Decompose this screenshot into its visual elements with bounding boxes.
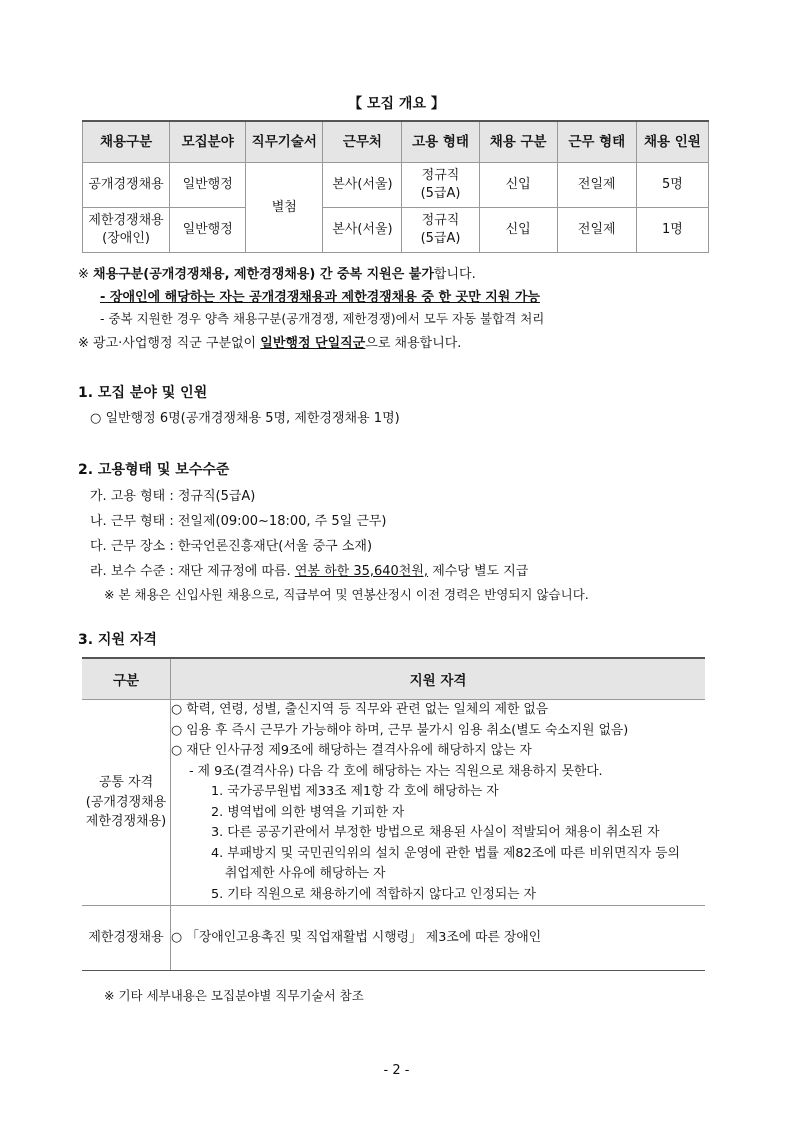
section1-heading: 1. 모집 분야 및 인원: [78, 385, 208, 401]
qual-line: - 제 9조(결격사유) 다음 각 호에 해당하는 자는 직원으로 채용하지 못한다.: [189, 763, 603, 779]
table-row: [83, 163, 709, 208]
section3-footnote: ※ 기타 세부내용은 모집분야별 직무기술서 참조: [104, 988, 364, 1003]
note-duplicate-rest: 합니다.: [433, 267, 476, 282]
overview-table: [82, 120, 709, 253]
cell-work: 전일제: [557, 208, 636, 253]
table-row: [83, 208, 709, 253]
note-duplicate-bold: 채용구분(공개경쟁채용, 제한경쟁채용) 간 중복 지원은 불가: [93, 267, 434, 282]
section1-line: ○ 일반행정 6명(공개경쟁채용 5명, 제한경쟁채용 1명): [90, 411, 400, 426]
col-header-workplace: 근무처: [323, 121, 402, 163]
qual-line: 2. 병역법에 의한 병역을 기피한 자: [211, 804, 405, 820]
table-row: [82, 700, 705, 906]
cell-type: 공개경쟁채용: [83, 163, 170, 208]
cell-field: 일반행정: [170, 208, 246, 253]
pay-post: 제수당 별도 지급: [428, 564, 529, 579]
section2-heading: 2. 고용형태 및 보수수준: [78, 462, 230, 478]
pay-pre: 라. 보수 수준 : 재단 제규정에 따름.: [90, 564, 295, 579]
note-single-group: [78, 332, 461, 351]
note-single-pre: ※ 광고·사업행정 직군 구분없이: [78, 336, 261, 351]
qual-line: ○ 재단 인사규정 제9조에 해당하는 결격사유에 해당하지 않는 자: [171, 743, 532, 758]
qual-line: 1. 국가공무원법 제33조 제1항 각 호에 해당하는 자: [211, 784, 499, 799]
qual-line: 4. 부패방지 및 국민권익위의 설치 운영에 관한 법률 제82조에 따른 비위면직자 등의: [211, 845, 680, 861]
common-label-line3: 제한경쟁채용): [85, 814, 167, 830]
col-header-employment: 고용 형태: [402, 121, 479, 163]
note-mark: ※: [78, 267, 89, 282]
col-header-qualification: 지원 자격: [171, 658, 706, 700]
note-single-post: 으로 채용합니다.: [365, 336, 462, 351]
employment-line2: (5급A): [420, 231, 461, 246]
cell-field: 일반행정: [170, 163, 246, 208]
cell-type: [83, 208, 170, 253]
note-auto-fail: - 중복 지원한 경우 양측 채용구분(공개경쟁, 제한경쟁)에서 모두 자동 불합격 처리: [100, 311, 545, 326]
col-header-category: 구분: [82, 658, 171, 700]
common-label-line1: 공통 자격: [98, 775, 154, 791]
type-line2: (장애인): [102, 231, 150, 246]
work-place-item: 다. 근무 장소 : 한국언론진흥재단(서울 중구 소재): [90, 539, 373, 554]
qualification-header-row: [82, 658, 705, 700]
note-disability-text: - 장애인에 해당하는 자는 공개경쟁채용과 제한경쟁채용 중 한 곳만 지원 가능: [100, 290, 540, 305]
overview-header-row: [83, 121, 709, 163]
common-qualifications: [171, 700, 706, 906]
pay-underlined: 연봉 하한 35,640천원,: [294, 564, 429, 579]
common-label-line2: (공개경쟁채용: [85, 794, 167, 810]
note-single-bold: 일반행정 단일직군: [260, 336, 366, 351]
col-header-hire: 채용 구분: [479, 121, 557, 163]
common-label: [82, 700, 171, 906]
qual-line: 3. 다른 공공기관에서 부정한 방법으로 채용된 사실이 적발되어 채용이 취소된 자: [211, 825, 660, 840]
type-line1: 제한경쟁채용: [88, 213, 164, 229]
employment-line2: (5급A): [420, 186, 461, 201]
employment-type-item: 가. 고용 형태 : 정규직(5급A): [90, 489, 256, 504]
qual-line: ○ 학력, 연령, 성별, 출신지역 등 직무와 관련 없는 일체의 제한 없음: [171, 702, 549, 717]
cell-count: 1명: [636, 208, 708, 253]
qualification-table: [82, 657, 705, 971]
cell-employment: [402, 208, 479, 253]
cell-work: 전일제: [557, 163, 636, 208]
col-header-count: 채용 인원: [636, 121, 708, 163]
cell-workplace: 본사(서울): [323, 163, 402, 208]
cell-count: 5명: [636, 163, 708, 208]
overview-title: 【 모집 개요 】: [348, 96, 445, 112]
cell-hire: 신입: [479, 208, 557, 253]
col-header-field: 모집분야: [170, 121, 246, 163]
cell-hire: 신입: [479, 163, 557, 208]
employment-line1: 정규직: [421, 168, 460, 184]
page-number: - 2 -: [383, 1063, 410, 1078]
note-duplicate: [78, 263, 476, 282]
col-header-work: 근무 형태: [557, 121, 636, 163]
qual-line: 취업제한 사유에 해당하는 자: [225, 866, 386, 881]
restricted-qualification: ○ 「장애인고용촉진 및 직업재활법 시행령」 제3조에 따른 장애인: [171, 906, 706, 971]
pay-item: [90, 560, 528, 579]
qual-line: 5. 기타 직원으로 채용하기에 적합하지 않다고 인정되는 자: [211, 886, 537, 902]
cell-employment: [402, 163, 479, 208]
table-row: [82, 906, 705, 971]
qual-line: ○ 임용 후 즉시 근무가 가능해야 하며, 근무 불가시 임용 취소(별도 숙소지원 없음): [171, 722, 629, 738]
restricted-label: 제한경쟁채용: [82, 906, 171, 971]
work-type-item: 나. 근무 형태 : 전일제(09:00~18:00, 주 5일 근무): [90, 514, 387, 529]
cell-workplace: 본사(서울): [323, 208, 402, 253]
employment-line1: 정규직: [421, 213, 460, 229]
col-header-type: 채용구분: [83, 121, 170, 163]
note-disability: [100, 286, 540, 305]
pay-note: ※ 본 채용은 신입사원 채용으로, 직급부여 및 연봉산정시 이전 경력은 반영되지 않습니다.: [104, 587, 589, 602]
section3-heading: 3. 지원 자격: [78, 632, 157, 648]
col-header-jobdesc: 직무기술서: [246, 121, 323, 163]
cell-jobdesc: 별첨: [246, 163, 323, 253]
